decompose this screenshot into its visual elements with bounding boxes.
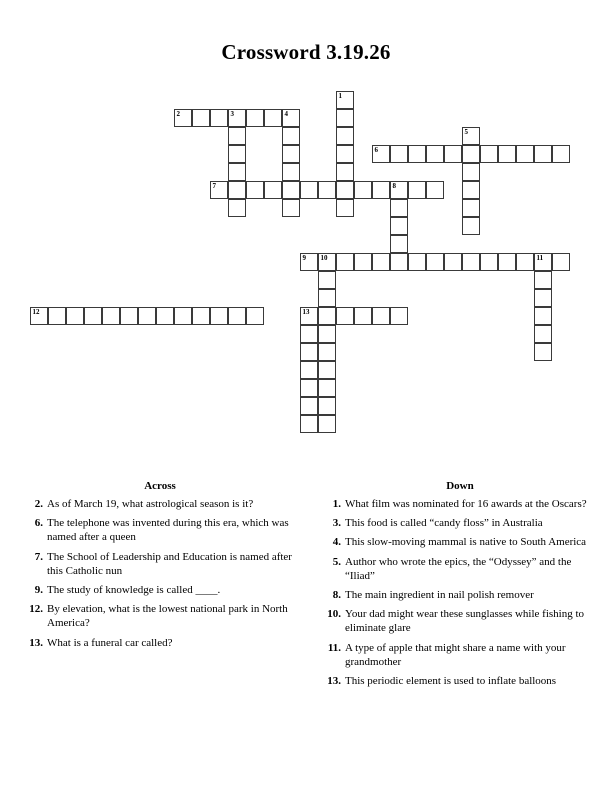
across-clues-column <box>0 480 306 655</box>
grid-cell[interactable] <box>390 253 408 271</box>
clue-number: 7. <box>34 550 43 563</box>
clue-item[interactable] <box>26 497 294 511</box>
cell-number: 3 <box>230 110 234 118</box>
grid-cell[interactable] <box>228 145 246 163</box>
grid-cell[interactable] <box>282 145 300 163</box>
grid-cell[interactable] <box>462 199 480 217</box>
grid-cell[interactable] <box>336 109 354 127</box>
clue-number: 6. <box>34 517 43 530</box>
clue-text: As of March 19, what astrological season is it? <box>47 498 254 510</box>
grid-cell[interactable] <box>228 109 246 127</box>
cell-number: 6 <box>374 146 378 154</box>
grid-cell[interactable] <box>462 253 480 271</box>
grid-cell[interactable] <box>264 109 282 127</box>
grid-cell[interactable] <box>408 181 426 199</box>
grid-cell[interactable] <box>372 253 390 271</box>
grid-cell[interactable] <box>228 163 246 181</box>
grid-cell[interactable] <box>426 145 444 163</box>
grid-cell[interactable] <box>282 181 300 199</box>
clue-text: What is a funeral car called? <box>47 636 173 649</box>
grid-cell[interactable] <box>318 379 336 397</box>
clue-number: 2. <box>34 498 43 510</box>
grid-cell[interactable] <box>426 253 444 271</box>
clue-item[interactable] <box>324 607 596 635</box>
grid-cell[interactable] <box>444 145 462 163</box>
grid-cell[interactable] <box>336 307 354 325</box>
cell-number: 7 <box>212 182 216 190</box>
cell-number: 9 <box>302 254 306 262</box>
grid-cell[interactable] <box>210 181 228 199</box>
grid-cell[interactable] <box>300 361 318 379</box>
grid-cell[interactable] <box>300 397 318 415</box>
grid-cell[interactable] <box>552 145 570 163</box>
cell-number: 11 <box>536 254 544 262</box>
grid-cell[interactable] <box>552 253 570 271</box>
clue-number: 1. <box>332 498 341 510</box>
grid-cell[interactable] <box>318 397 336 415</box>
grid-cell[interactable] <box>444 253 462 271</box>
grid-cell[interactable] <box>480 253 498 271</box>
clue-number: 3. <box>332 517 341 530</box>
across-heading: Across <box>144 480 176 492</box>
grid-cell[interactable] <box>300 343 318 361</box>
grid-cell[interactable] <box>318 289 336 307</box>
clue-text: This periodic element is used to inflate balloons <box>345 675 557 688</box>
grid-cell[interactable] <box>318 361 336 379</box>
grid-cell[interactable] <box>318 181 336 199</box>
grid-cell[interactable] <box>228 199 246 217</box>
down-clues-column <box>306 480 612 693</box>
grid-cell[interactable] <box>282 109 300 127</box>
grid-cell[interactable] <box>66 307 84 325</box>
grid-cell[interactable] <box>390 217 408 235</box>
grid-cell[interactable] <box>300 415 318 433</box>
grid-cell[interactable] <box>390 145 408 163</box>
grid-cell[interactable] <box>84 307 102 325</box>
grid-cell[interactable] <box>228 127 246 145</box>
grid-cell[interactable] <box>534 325 552 343</box>
grid-cell[interactable] <box>372 181 390 199</box>
grid-cell[interactable] <box>426 181 444 199</box>
clue-number: 5. <box>332 555 341 568</box>
grid-cell[interactable] <box>318 253 336 271</box>
clue-text: Your dad might wear these sunglasses while fishing to eliminate glare <box>345 608 585 635</box>
clue-number: 11. <box>327 641 341 654</box>
clue-number: 9. <box>34 584 43 597</box>
grid-cell[interactable] <box>408 145 426 163</box>
grid-cell[interactable] <box>462 163 480 181</box>
clue-item[interactable] <box>324 497 596 511</box>
cell-number: 2 <box>176 110 180 118</box>
clue-text: The telephone was invented during this era, which was named after a queen <box>47 517 289 544</box>
clue-item[interactable] <box>324 588 596 602</box>
grid-cell[interactable] <box>102 307 120 325</box>
grid-cell[interactable] <box>300 325 318 343</box>
clue-text: This food is called “candy floss” in Australia <box>345 517 543 530</box>
grid-cell[interactable] <box>318 325 336 343</box>
clue-item[interactable] <box>324 555 596 583</box>
grid-cell[interactable] <box>282 199 300 217</box>
clue-text: Author who wrote the epics, the “Odyssey” and the “Iliad” <box>345 555 572 582</box>
grid-cell[interactable] <box>318 307 336 325</box>
grid-cell[interactable] <box>282 163 300 181</box>
grid-cell[interactable] <box>498 253 516 271</box>
clue-text: The main ingredient in nail polish remover <box>345 589 534 602</box>
grid-cell[interactable] <box>318 343 336 361</box>
grid-cell[interactable] <box>408 253 426 271</box>
cell-number: 12 <box>32 308 40 316</box>
grid-cell[interactable] <box>336 163 354 181</box>
grid-cell[interactable] <box>300 253 318 271</box>
grid-cell[interactable] <box>48 307 66 325</box>
grid-cell[interactable] <box>498 145 516 163</box>
clue-number: 4. <box>332 536 341 549</box>
grid-cell[interactable] <box>210 109 228 127</box>
clue-number: 10. <box>327 608 341 621</box>
grid-cell[interactable] <box>462 181 480 199</box>
grid-cell[interactable] <box>120 307 138 325</box>
cell-number: 5 <box>464 128 468 136</box>
clue-number: 8. <box>332 589 341 602</box>
grid-cell[interactable] <box>300 181 318 199</box>
grid-cell[interactable] <box>372 145 390 163</box>
grid-cell[interactable] <box>246 307 264 325</box>
grid-cell[interactable] <box>462 145 480 163</box>
clue-text: A type of apple that might share a name with your grandmother <box>345 641 566 668</box>
grid-cell[interactable] <box>462 127 480 145</box>
grid-cell[interactable] <box>354 181 372 199</box>
grid-cell[interactable] <box>192 109 210 127</box>
clue-number: 13. <box>29 636 43 649</box>
clue-item[interactable] <box>26 602 294 630</box>
grid-cell[interactable] <box>354 253 372 271</box>
down-clue-list <box>324 497 596 688</box>
grid-cell[interactable] <box>174 307 192 325</box>
grid-cell[interactable] <box>300 307 318 325</box>
grid-cell[interactable] <box>390 199 408 217</box>
grid-cell[interactable] <box>228 181 246 199</box>
grid-cell[interactable] <box>156 307 174 325</box>
grid-cell[interactable] <box>138 307 156 325</box>
clue-item[interactable] <box>26 550 294 578</box>
grid-cell[interactable] <box>264 181 282 199</box>
grid-cell[interactable] <box>534 289 552 307</box>
clue-item[interactable] <box>324 535 596 549</box>
grid-cell[interactable] <box>390 307 408 325</box>
page-title: Crossword 3.19.26 <box>221 40 391 64</box>
grid-cell[interactable] <box>192 307 210 325</box>
grid-cell[interactable] <box>336 127 354 145</box>
grid-cell[interactable] <box>516 253 534 271</box>
clue-text: By elevation, what is the lowest national park in North America? <box>47 603 288 630</box>
clue-item[interactable] <box>324 516 596 530</box>
cell-number: 8 <box>392 182 396 190</box>
grid-cell[interactable] <box>210 307 228 325</box>
clue-item[interactable] <box>324 641 596 669</box>
clue-number: 13. <box>327 675 341 688</box>
grid-cell[interactable] <box>246 109 264 127</box>
grid-cell[interactable] <box>480 145 498 163</box>
clue-item[interactable] <box>26 636 294 650</box>
grid-cell[interactable] <box>174 109 192 127</box>
grid-cell[interactable] <box>354 307 372 325</box>
clue-text: This slow-moving mammal is native to South America <box>345 536 587 549</box>
grid-cell[interactable] <box>336 145 354 163</box>
grid-cell[interactable] <box>282 127 300 145</box>
grid-cell[interactable] <box>390 181 408 199</box>
grid-cell[interactable] <box>534 343 552 361</box>
grid-cell[interactable] <box>300 379 318 397</box>
clue-number: 12. <box>29 603 43 616</box>
grid-cell[interactable] <box>246 181 264 199</box>
grid-cell[interactable] <box>534 253 552 271</box>
clue-text: The study of knowledge is called ____. <box>47 584 221 597</box>
grid-cell[interactable] <box>30 307 48 325</box>
grid-cell[interactable] <box>534 271 552 289</box>
cell-number: 4 <box>284 110 288 118</box>
grid-cell[interactable] <box>372 307 390 325</box>
cell-number: 10 <box>320 254 328 262</box>
clue-item[interactable] <box>26 583 294 597</box>
clue-text: The School of Leadership and Education is named after this Catholic nun <box>47 550 292 577</box>
clue-item[interactable] <box>26 516 294 544</box>
clue-item[interactable] <box>324 674 596 688</box>
grid-cell[interactable] <box>462 217 480 235</box>
down-heading: Down <box>446 480 474 492</box>
grid-cell[interactable] <box>534 145 552 163</box>
grid-cell[interactable] <box>516 145 534 163</box>
clue-text: What film was nominated for 16 awards at the Oscars? <box>345 498 587 510</box>
across-clue-list <box>26 497 294 650</box>
grid-cell[interactable] <box>318 415 336 433</box>
grid-cell[interactable] <box>390 235 408 253</box>
grid-cell[interactable] <box>336 253 354 271</box>
grid-cell[interactable] <box>318 271 336 289</box>
grid-cell[interactable] <box>336 199 354 217</box>
cell-number: 13 <box>302 308 310 316</box>
clues-section <box>0 480 612 693</box>
grid-cell[interactable] <box>534 307 552 325</box>
grid-cell[interactable] <box>336 91 354 109</box>
grid-cell[interactable] <box>228 307 246 325</box>
grid-cell[interactable] <box>336 181 354 199</box>
cell-number: 1 <box>338 92 342 100</box>
